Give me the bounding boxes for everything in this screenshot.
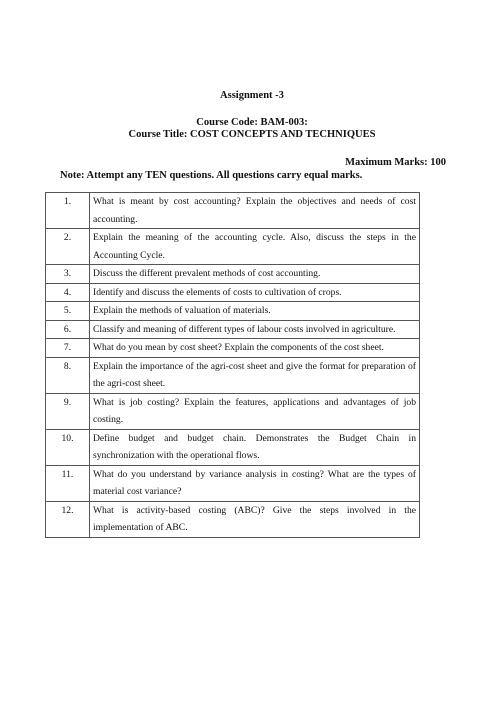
- question-text: What do you mean by cost sheet? Explain the components of the cost sheet.: [90, 339, 420, 358]
- course-title: Course Title: COST CONCEPTS AND TECHNIQUES: [128, 129, 376, 140]
- maximum-marks: Maximum Marks: 100: [345, 157, 446, 168]
- question-row: [46, 302, 420, 321]
- question-row: [46, 357, 420, 393]
- question-text: Define budget and budget chain. Demonstrates the Budget Chain in synchronization with the operational flows.: [90, 429, 420, 465]
- question-number: 10.: [46, 429, 90, 465]
- question-number: 5.: [46, 302, 90, 321]
- question-text: Discuss the different prevalent methods of cost accounting.: [90, 265, 420, 284]
- question-row: [46, 501, 420, 537]
- question-text: What do you understand by variance analysis in costing? What are the types of material cost variance?: [90, 465, 420, 501]
- question-number: 12.: [46, 501, 90, 537]
- question-row: [46, 429, 420, 465]
- questions-table: [45, 192, 420, 538]
- question-number: 9.: [46, 393, 90, 429]
- question-text: What is meant by cost accounting? Explain the objectives and needs of cost accounting.: [90, 193, 420, 229]
- question-number: 4.: [46, 283, 90, 302]
- question-text: Classify and meaning of different types of labour costs involved in agriculture.: [90, 320, 420, 339]
- question-number: 3.: [46, 265, 90, 284]
- instructions-note: Note: Attempt any TEN questions. All questions carry equal marks.: [60, 170, 363, 181]
- question-text: What is activity-based costing (ABC)? Give the steps involved in the implementation of ABC.: [90, 501, 420, 537]
- question-number: 1.: [46, 193, 90, 229]
- question-row: [46, 339, 420, 358]
- question-number: 8.: [46, 357, 90, 393]
- question-number: 6.: [46, 320, 90, 339]
- question-row: [46, 283, 420, 302]
- question-text: Explain the meaning of the accounting cycle. Also, discuss the steps in the Accounting Cycle.: [90, 229, 420, 265]
- course-code: Course Code: BAM-003:: [196, 117, 308, 128]
- question-row: [46, 320, 420, 339]
- question-row: [46, 193, 420, 229]
- question-row: [46, 229, 420, 265]
- question-row: [46, 393, 420, 429]
- question-number: 11.: [46, 465, 90, 501]
- question-text: Explain the importance of the agri-cost sheet and give the format for preparation of the agri-cost sheet.: [90, 357, 420, 393]
- question-number: 7.: [46, 339, 90, 358]
- question-text: Identify and discuss the elements of costs to cultivation of crops.: [90, 283, 420, 302]
- question-number: 2.: [46, 229, 90, 265]
- assignment-title: Assignment -3: [220, 90, 284, 101]
- question-text: What is job costing? Explain the features, applications and advantages of job costing.: [90, 393, 420, 429]
- question-row: [46, 465, 420, 501]
- question-row: [46, 265, 420, 284]
- question-text: Explain the methods of valuation of materials.: [90, 302, 420, 321]
